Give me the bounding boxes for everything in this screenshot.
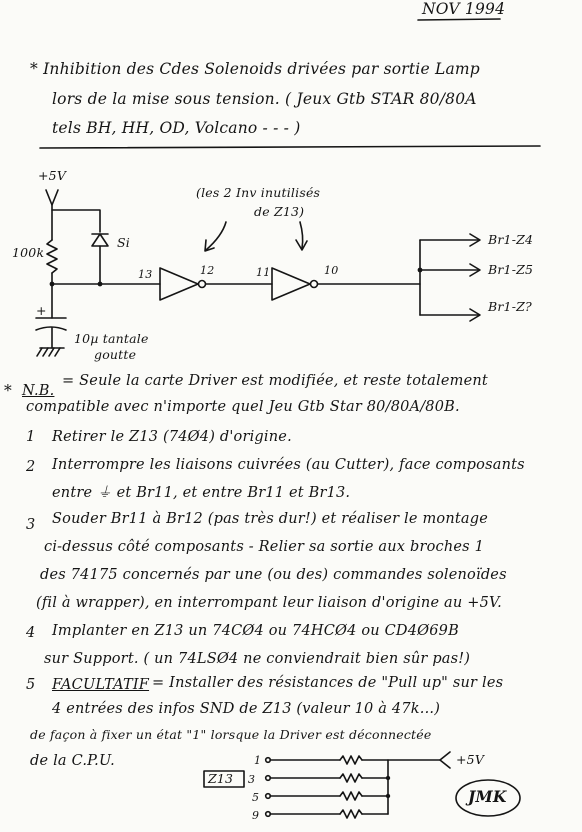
pin-11-label: 11 — [256, 266, 271, 279]
pullup-pin-1: 1 — [254, 754, 262, 767]
vcc-label: +5V — [38, 168, 67, 183]
title-line-3: tels BH, HH, OD, Volcano - - - ) — [52, 119, 301, 137]
step-3-line-3: des 74175 concernés par une (ou des) commandes solenoïdes — [40, 567, 507, 583]
pullup-pin-9: 9 — [252, 809, 260, 822]
step-5-line-2: 4 entrées des infos SND de Z13 (valeur 10 à 47k...) — [52, 701, 441, 717]
step-1-number: 1 — [26, 429, 36, 445]
step-3-line-4: (fil à wrapper), en interrompant leur liaison d'origine au +5V. — [36, 595, 502, 611]
step-5-label: FACULTATIF — [52, 677, 150, 693]
output-br1-z5: Br1-Z5 — [488, 262, 534, 277]
signature: JMK — [468, 787, 507, 806]
nb-line-1: = Seule la carte Driver est modifiée, et reste totalement — [62, 373, 488, 389]
title-line-1: * Inhibition des Cdes Solenoids drivées par sortie Lamp — [30, 60, 480, 78]
vcc-arrow — [46, 190, 58, 205]
capacitor-plus-label: + — [36, 303, 47, 318]
resistor-label: 100k — [12, 245, 45, 260]
diode-symbol — [92, 234, 108, 246]
step-1-line-1: Retirer le Z13 (74Ø4) d'origine. — [52, 429, 292, 445]
step-4-line-1: Implanter en Z13 un 74CØ4 ou 74HCØ4 ou CD4Ø69B — [52, 623, 459, 639]
title-line-2: lors de la mise sous tension. ( Jeux Gtb STAR 80/80A — [52, 90, 477, 108]
nb-line-2: compatible avec n'importe quel Jeu Gtb Star 80/80A/80B. — [26, 399, 460, 415]
pullup-pin-3: 3 — [248, 773, 256, 786]
inverter-2 — [272, 268, 310, 300]
step-2-line-2: entre ⏚ et Br11, et entre Br11 et Br13. — [52, 485, 351, 501]
note-line-1: (les 2 Inv inutilisés — [196, 185, 321, 200]
step-4-number: 4 — [26, 625, 36, 641]
step-5-line-4: de la C.P.U. — [30, 753, 115, 769]
output-br1-z4: Br1-Z4 — [488, 232, 534, 247]
step-5-line-1: = Installer des résistances de "Pull up" sur les — [152, 675, 504, 691]
step-2-number: 2 — [26, 459, 36, 475]
output-br1-z-unknown: Br1-Z? — [488, 299, 532, 314]
pullup-pin-5: 5 — [252, 791, 260, 804]
pin-10-label: 10 — [324, 264, 339, 277]
resistor-symbol — [47, 240, 57, 273]
step-5-number: 5 — [26, 677, 36, 693]
nb-star: * — [4, 382, 12, 400]
capacitor-label-1: 10µ tantale — [74, 331, 149, 346]
diode-label: Si — [117, 235, 130, 250]
step-3-number: 3 — [26, 517, 36, 533]
step-2-line-1: Interrompre les liaisons cuivrées (au Cutter), face composants — [52, 457, 525, 473]
step-5-line-3: de façon à fixer un état "1" lorsque la Driver est déconnectée — [30, 727, 432, 742]
date: NOV 1994 — [422, 0, 506, 18]
chip-label: Z13 — [208, 771, 234, 786]
step-4-line-2: sur Support. ( un 74LSØ4 ne conviendrait bien sûr pas!) — [44, 651, 471, 667]
step-3-line-2: ci-dessus côté composants - Relier sa sortie aux broches 1 — [44, 539, 485, 555]
inverter-1 — [160, 268, 198, 300]
capacitor-label-2: goutte — [94, 347, 137, 362]
pullup-vcc-label: +5V — [456, 752, 485, 767]
step-3-line-1: Souder Br11 à Br12 (pas très dur!) et réaliser le montage — [52, 511, 489, 527]
title-rule — [40, 146, 540, 148]
pin-12-label: 12 — [200, 264, 215, 277]
note-line-2: de Z13) — [254, 204, 305, 219]
nb-label: N.B. — [22, 383, 55, 399]
pin-13-label: 13 — [138, 268, 153, 281]
date-underline — [418, 19, 500, 20]
